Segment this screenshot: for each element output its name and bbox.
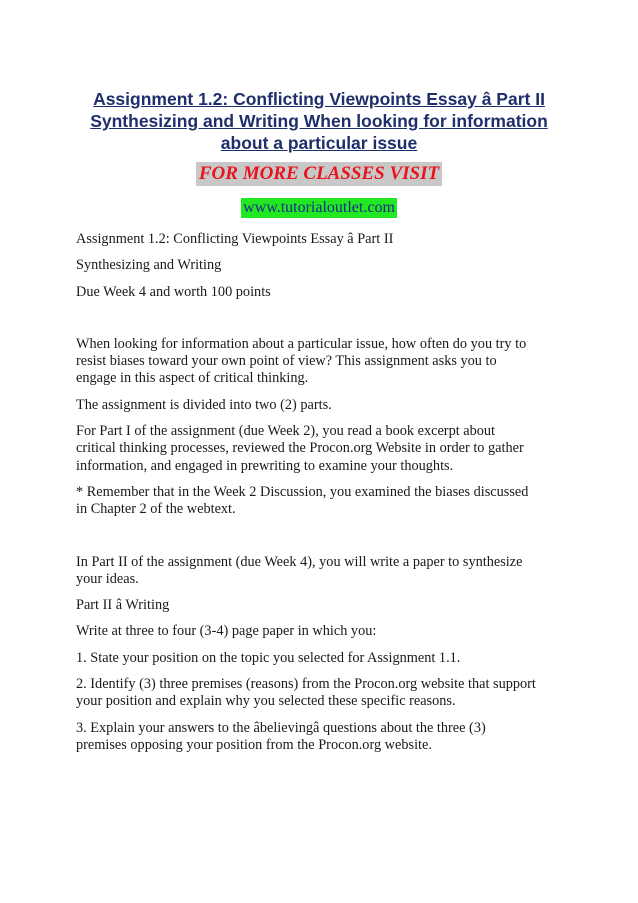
document-body <box>76 231 566 754</box>
intro-line-3: engage in this aspect of critical thinking. <box>76 370 309 387</box>
item-2 <box>76 676 566 711</box>
instructions-paragraph: Write at three to four (3-4) page paper in which you: <box>76 623 377 640</box>
title-line-1: Assignment 1.2: Conflicting Viewpoints Essay â Part II <box>93 89 545 109</box>
item-2-line-1: 2. Identify (3) three premises (reasons) from the Procon.org website that support <box>76 676 536 693</box>
promo-banner <box>0 162 638 186</box>
remember-line-1: * Remember that in the Week 2 Discussion, you examined the biases discussed <box>76 483 529 500</box>
item-3-line-1: 3. Explain your answers to the âbelievingâ questions about the three (3) <box>76 719 486 736</box>
intro-paragraph <box>76 336 566 388</box>
part2-writing-heading: Part II â Writing <box>76 597 170 614</box>
remember-line-2: in Chapter 2 of the webtext. <box>76 501 236 518</box>
part1-line-1: For Part I of the assignment (due Week 2), you read a book excerpt about <box>76 423 496 440</box>
promo-link-wrap <box>0 198 638 218</box>
part2-line-2: your ideas. <box>76 570 139 587</box>
promo-text: FOR MORE CLASSES VISIT <box>196 162 442 186</box>
title-line-2: Synthesizing and Writing When looking for information <box>90 111 548 131</box>
part1-paragraph <box>76 423 566 475</box>
item-3 <box>76 720 566 755</box>
remember-paragraph <box>76 484 566 519</box>
intro-line-2: resist biases toward your own point of view? This assignment asks you to <box>76 353 497 370</box>
intro-line-1: When looking for information about a particular issue, how often do you try to <box>76 335 527 352</box>
part2-line-1: In Part II of the assignment (due Week 4), you will write a paper to synthesize <box>76 553 523 570</box>
tutorial-site-link[interactable]: www.tutorialoutlet.com <box>243 199 395 216</box>
item-2-line-2: your position and explain why you selected these specific reasons. <box>76 693 456 710</box>
body-header-1: Assignment 1.2: Conflicting Viewpoints Essay â Part II <box>76 231 394 247</box>
part1-line-2: critical thinking processes, reviewed the Procon.org Website in order to gather <box>76 440 524 457</box>
document-title <box>70 88 568 154</box>
title-line-3: about a particular issue <box>220 133 418 153</box>
item-3-line-2: premises opposing your position from the Procon.org website. <box>76 736 432 753</box>
body-header-3: Due Week 4 and worth 100 points <box>76 283 271 300</box>
divided-paragraph: The assignment is divided into two (2) parts. <box>76 396 332 413</box>
part2-paragraph <box>76 554 566 589</box>
body-header-2: Synthesizing and Writing <box>76 257 222 274</box>
part1-line-3: information, and engaged in prewriting to examine your thoughts. <box>76 457 454 474</box>
item-1: 1. State your position on the topic you selected for Assignment 1.1. <box>76 649 461 666</box>
